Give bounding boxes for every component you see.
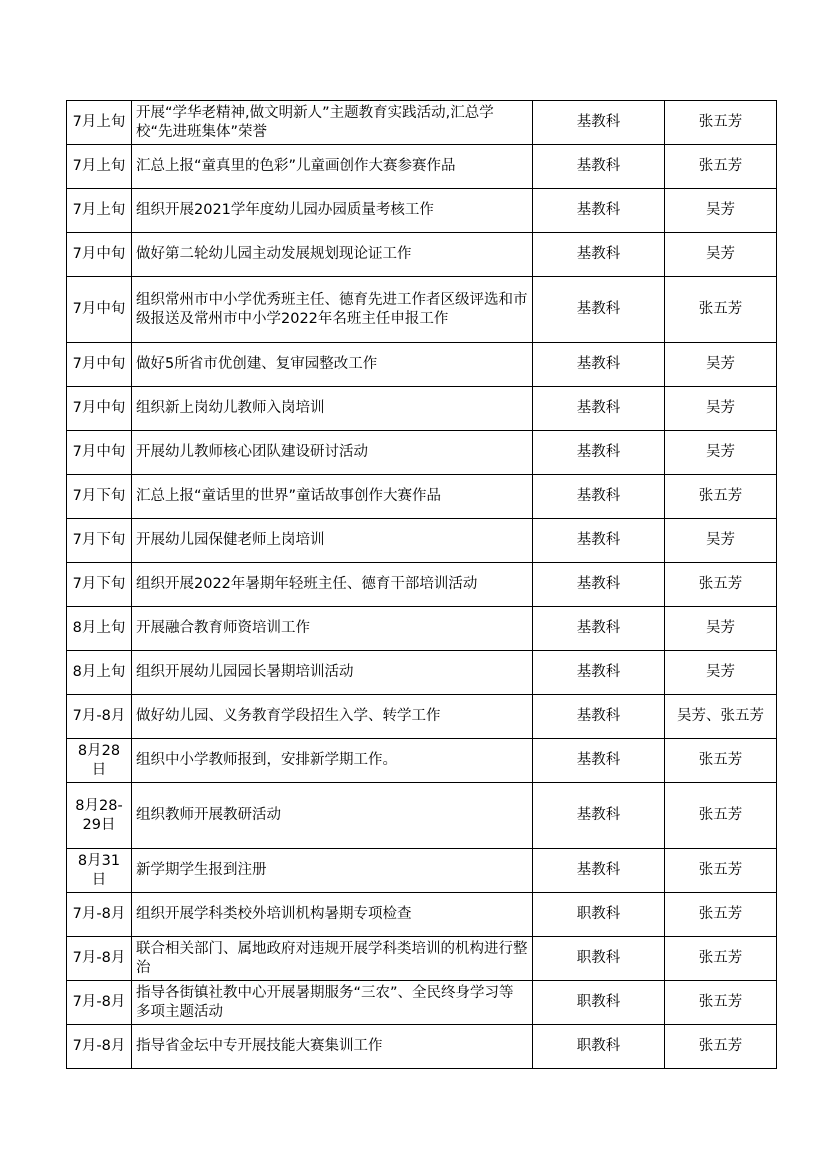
time-cell: 8月28日 xyxy=(67,739,132,783)
table-row xyxy=(67,431,777,475)
table-row xyxy=(67,563,777,607)
time-cell: 7月-8月 xyxy=(67,893,132,937)
person-cell: 吴芳 xyxy=(665,519,777,563)
department-cell: 基教科 xyxy=(533,651,665,695)
time-cell: 8月31日 xyxy=(67,849,132,893)
department-cell: 基教科 xyxy=(533,277,665,343)
person-cell: 吴芳 xyxy=(665,387,777,431)
table-row xyxy=(67,607,777,651)
department-cell: 基教科 xyxy=(533,189,665,233)
department-cell: 基教科 xyxy=(533,101,665,145)
time-cell: 7月上旬 xyxy=(67,101,132,145)
task-cell: 汇总上报“童真里的色彩”儿童画创作大赛参赛作品 xyxy=(132,145,533,189)
task-cell: 组织开展2022年暑期年轻班主任、德育干部培训活动 xyxy=(132,563,533,607)
task-cell: 开展幼儿教师核心团队建设研讨活动 xyxy=(132,431,533,475)
time-cell: 7月中旬 xyxy=(67,277,132,343)
person-cell: 张五芳 xyxy=(665,849,777,893)
department-cell: 基教科 xyxy=(533,783,665,849)
department-cell: 基教科 xyxy=(533,607,665,651)
task-cell: 联合相关部门、属地政府对违规开展学科类培训的机构进行整治 xyxy=(132,937,533,981)
time-cell: 8月28-29日 xyxy=(67,783,132,849)
table-row xyxy=(67,893,777,937)
time-cell: 8月上旬 xyxy=(67,607,132,651)
person-cell: 吴芳 xyxy=(665,651,777,695)
department-cell: 基教科 xyxy=(533,475,665,519)
task-cell: 组织常州市中小学优秀班主任、德育先进工作者区级评选和市级报送及常州市中小学2022年名班主任申报工作 xyxy=(132,277,533,343)
department-cell: 基教科 xyxy=(533,563,665,607)
table-row xyxy=(67,695,777,739)
table-row xyxy=(67,849,777,893)
time-cell: 7月中旬 xyxy=(67,233,132,277)
department-cell: 基教科 xyxy=(533,387,665,431)
table-row xyxy=(67,937,777,981)
table-row xyxy=(67,233,777,277)
department-cell: 基教科 xyxy=(533,849,665,893)
task-cell: 做好幼儿园、义务教育学段招生入学、转学工作 xyxy=(132,695,533,739)
person-cell: 张五芳 xyxy=(665,783,777,849)
time-cell: 7月下旬 xyxy=(67,563,132,607)
task-cell: 指导省金坛中专开展技能大赛集训工作 xyxy=(132,1025,533,1069)
table-row xyxy=(67,101,777,145)
task-cell: 开展幼儿园保健老师上岗培训 xyxy=(132,519,533,563)
task-cell: 组织中小学教师报到，安排新学期工作。 xyxy=(132,739,533,783)
schedule-body xyxy=(67,101,777,1069)
department-cell: 职教科 xyxy=(533,937,665,981)
task-cell: 组织开展幼儿园园长暑期培训活动 xyxy=(132,651,533,695)
person-cell: 张五芳 xyxy=(665,1025,777,1069)
task-cell: 开展融合教育师资培训工作 xyxy=(132,607,533,651)
department-cell: 基教科 xyxy=(533,233,665,277)
task-cell: 指导各街镇社教中心开展暑期服务“三农”、全民终身学习等多项主题活动 xyxy=(132,981,533,1025)
task-cell: 组织教师开展教研活动 xyxy=(132,783,533,849)
time-cell: 7月中旬 xyxy=(67,431,132,475)
person-cell: 张五芳 xyxy=(665,277,777,343)
table-row xyxy=(67,981,777,1025)
task-cell: 开展“学华老精神,做文明新人”主题教育实践活动,汇总学校“先进班集体”荣誉 xyxy=(132,101,533,145)
person-cell: 张五芳 xyxy=(665,563,777,607)
table-row xyxy=(67,519,777,563)
person-cell: 张五芳 xyxy=(665,937,777,981)
table-row xyxy=(67,739,777,783)
person-cell: 张五芳 xyxy=(665,475,777,519)
task-cell: 汇总上报“童话里的世界”童话故事创作大赛作品 xyxy=(132,475,533,519)
work-schedule-table xyxy=(66,100,777,1069)
department-cell: 基教科 xyxy=(533,343,665,387)
person-cell: 张五芳 xyxy=(665,101,777,145)
task-cell: 组织新上岗幼儿教师入岗培训 xyxy=(132,387,533,431)
department-cell: 职教科 xyxy=(533,893,665,937)
table-row xyxy=(67,783,777,849)
time-cell: 7月上旬 xyxy=(67,189,132,233)
time-cell: 7月中旬 xyxy=(67,387,132,431)
time-cell: 7月-8月 xyxy=(67,1025,132,1069)
time-cell: 7月上旬 xyxy=(67,145,132,189)
person-cell: 张五芳 xyxy=(665,145,777,189)
table-row xyxy=(67,651,777,695)
time-cell: 7月下旬 xyxy=(67,519,132,563)
table-row xyxy=(67,189,777,233)
department-cell: 基教科 xyxy=(533,739,665,783)
time-cell: 7月-8月 xyxy=(67,695,132,739)
table-row xyxy=(67,145,777,189)
time-cell: 7月下旬 xyxy=(67,475,132,519)
department-cell: 基教科 xyxy=(533,519,665,563)
task-cell: 组织开展2021学年度幼儿园办园质量考核工作 xyxy=(132,189,533,233)
department-cell: 基教科 xyxy=(533,145,665,189)
person-cell: 吴芳、张五芳 xyxy=(665,695,777,739)
person-cell: 吴芳 xyxy=(665,343,777,387)
department-cell: 基教科 xyxy=(533,695,665,739)
person-cell: 吴芳 xyxy=(665,607,777,651)
task-cell: 组织开展学科类校外培训机构暑期专项检查 xyxy=(132,893,533,937)
department-cell: 职教科 xyxy=(533,1025,665,1069)
time-cell: 7月-8月 xyxy=(67,937,132,981)
person-cell: 张五芳 xyxy=(665,981,777,1025)
task-cell: 做好第二轮幼儿园主动发展规划现论证工作 xyxy=(132,233,533,277)
table-row xyxy=(67,475,777,519)
time-cell: 7月-8月 xyxy=(67,981,132,1025)
table-row xyxy=(67,1025,777,1069)
table-row xyxy=(67,277,777,343)
table-row xyxy=(67,343,777,387)
person-cell: 张五芳 xyxy=(665,739,777,783)
time-cell: 7月中旬 xyxy=(67,343,132,387)
task-cell: 新学期学生报到注册 xyxy=(132,849,533,893)
person-cell: 张五芳 xyxy=(665,893,777,937)
department-cell: 职教科 xyxy=(533,981,665,1025)
department-cell: 基教科 xyxy=(533,431,665,475)
person-cell: 吴芳 xyxy=(665,189,777,233)
table-row xyxy=(67,387,777,431)
time-cell: 8月上旬 xyxy=(67,651,132,695)
task-cell: 做好5所省市优创建、复审园整改工作 xyxy=(132,343,533,387)
person-cell: 吴芳 xyxy=(665,233,777,277)
person-cell: 吴芳 xyxy=(665,431,777,475)
